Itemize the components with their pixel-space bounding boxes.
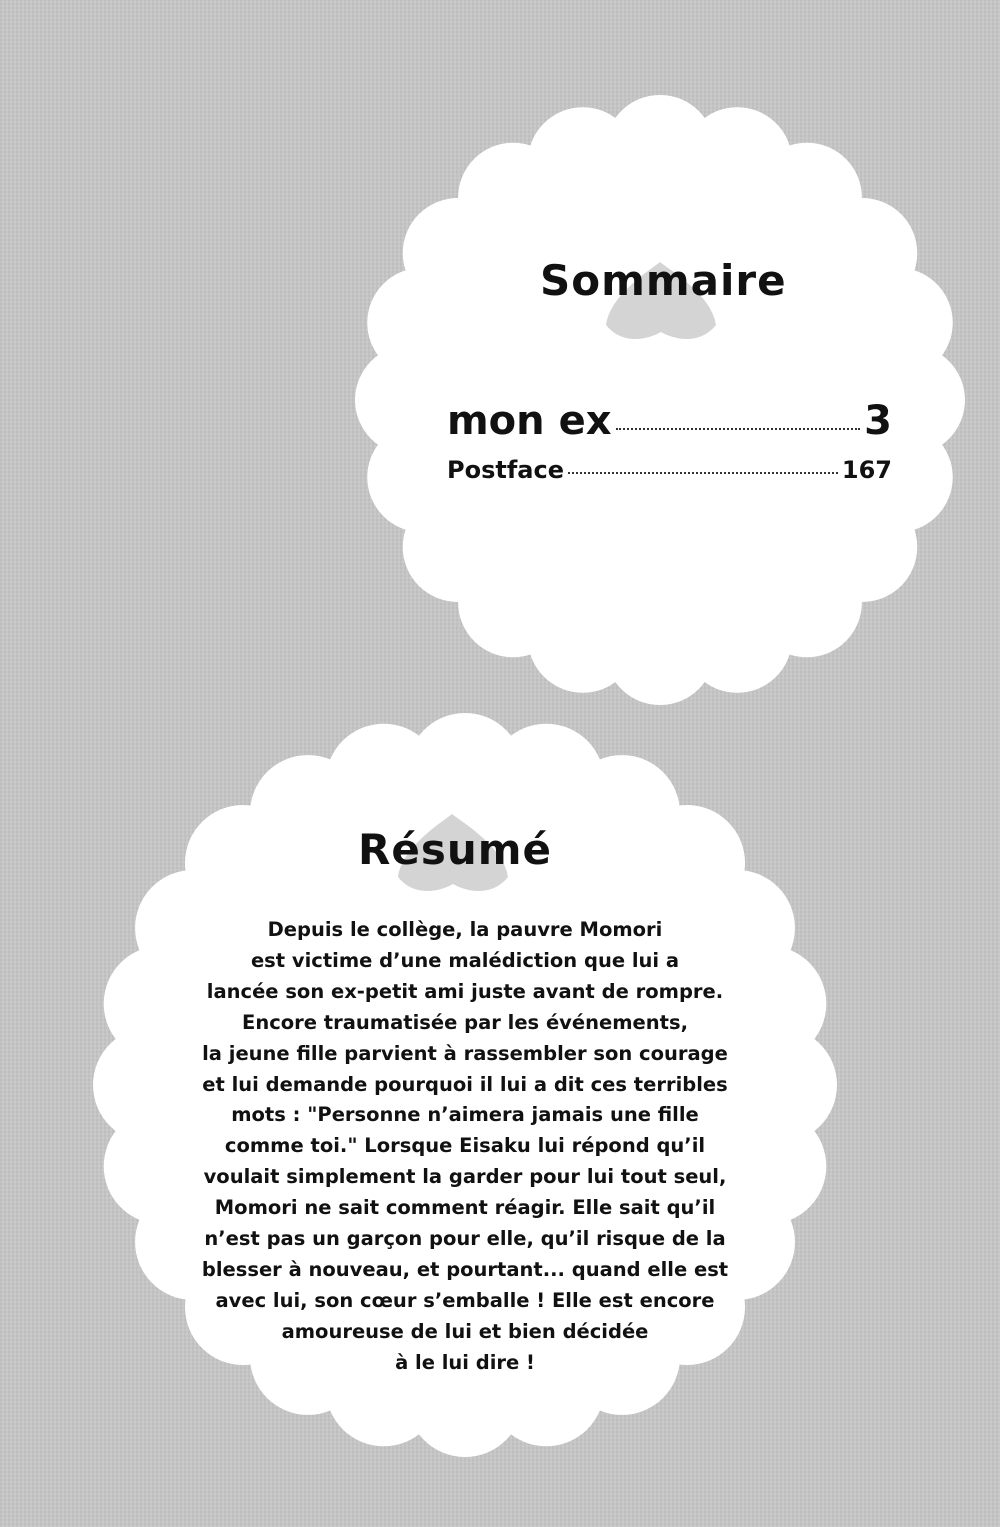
summary-line: la jeune fille parvient à rassembler son courage [202,1041,728,1065]
contents-title: Sommaire [540,256,787,305]
toc-entry-label: mon ex [447,398,612,444]
toc-leader-dots [616,428,861,430]
summary-line: Encore traumatisée par les événements, [242,1010,688,1034]
summary-line: Depuis le collège, la pauvre Momori [267,918,663,941]
summary-line: lancée son ex-petit ami juste avant de rompre. [206,979,724,1003]
summary-line: est victime d’une malédiction que lui a [250,948,680,972]
summary-line: mots : "Personne n’aimera jamais une fille [231,1103,699,1127]
toc-entry-label: Postface [447,456,564,484]
summary-line: avec lui, son cœur s’emballe ! Elle est encore [215,1288,715,1312]
summary-text [190,915,740,1379]
toc-entry-mon-ex[interactable] [447,398,892,444]
summary-line: amoureuse de lui et bien décidée [281,1319,649,1343]
toc-entry-page: 167 [841,456,892,484]
summary-title: Résumé [358,825,552,874]
toc-leader-dots [568,472,838,474]
summary-line: Momori ne sait comment réagir. Elle sait qu’il [214,1196,716,1220]
summary-line: et lui demande pourquoi il lui a dit ces terribles [202,1072,728,1096]
summary-line: blesser à nouveau, et pourtant... quand elle est [201,1257,729,1281]
summary-line: voulait simplement la garder pour lui tout seul, [203,1165,727,1189]
summary-line: à le lui dire ! [395,1350,535,1374]
scallop-lobe [843,268,953,378]
toc-entry-page: 3 [864,398,892,444]
summary-line: n’est pas un garçon pour elle, qu’il risque de la [204,1227,726,1251]
summary-line: comme toi." Lorsque Eisaku lui répond qu’il [224,1134,706,1158]
toc-entry-postface[interactable] [447,456,892,484]
